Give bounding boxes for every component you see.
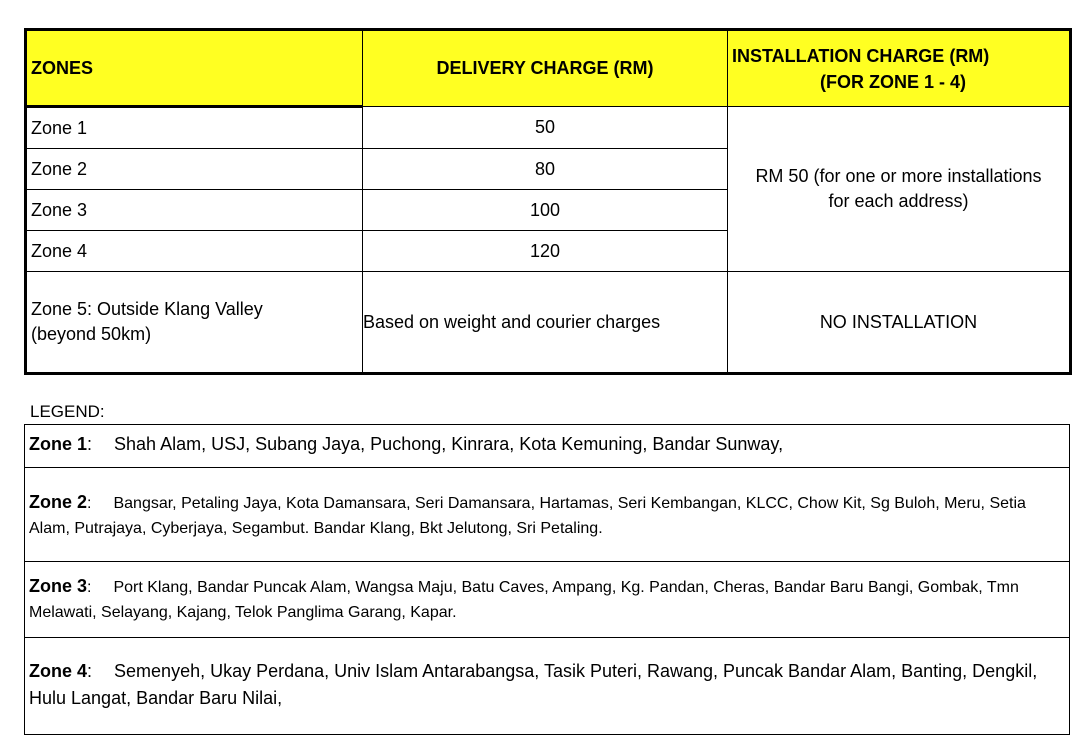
delivery-cell: 80	[363, 149, 728, 190]
delivery-cell: 100	[363, 190, 728, 231]
zone5-line1: Zone 5: Outside Klang Valley	[31, 299, 263, 319]
legend-zone-2: Zone 2: Bangsar, Petaling Jaya, Kota Damansara, Seri Damansara, Hartamas, Seri Kembangan, KLCC, Chow Kit, Sg Buloh, Meru, Setia Alam, Putrajaya, Cyberjaya, Segambut. Bandar Klang, Bkt Jelutong, Sri Petaling.	[25, 468, 1069, 562]
legend-box	[24, 424, 1070, 735]
legend-zone-areas: Shah Alam, USJ, Subang Jaya, Puchong, Kinrara, Kota Kemuning, Bandar Sunway,	[114, 434, 784, 454]
legend-zone-4: Zone 4: Semenyeh, Ukay Perdana, Univ Islam Antarabangsa, Tasik Puteri, Rawang, Puncak Bandar Alam, Banting, Dengkil, Hulu Langat, Bandar Baru Nilai,	[29, 661, 1038, 708]
zone-cell: Zone 1	[26, 107, 363, 149]
charges-table	[24, 28, 1072, 375]
header-installation-charge	[728, 30, 1071, 107]
header-installation-line1: INSTALLATION CHARGE (RM)	[732, 45, 990, 66]
legend-zone-name: Zone 3	[29, 576, 88, 596]
legend-zone-3: Zone 3: Port Klang, Bandar Puncak Alam, Wangsa Maju, Batu Caves, Ampang, Kg. Pandan, Cheras, Bandar Baru Bangi, Gombak, Tmn Melawati, Selayang, Kajang, Telok Panglima Garang, Kapar.	[25, 562, 1069, 638]
zone-cell: Zone 2	[26, 149, 363, 190]
installation-note-line2: for each address)	[828, 191, 969, 211]
table-header-row	[26, 30, 1071, 107]
zone5-line2: (beyond 50km)	[31, 324, 152, 344]
legend-zone-1: Zone 1: Shah Alam, USJ, Subang Jaya, Puchong, Kinrara, Kota Kemuning, Bandar Sunway,	[25, 425, 1069, 468]
legend-zone-name: Zone 1	[29, 434, 88, 454]
legend-zone-areas: Port Klang, Bandar Puncak Alam, Wangsa Maju, Batu Caves, Ampang, Kg. Pandan, Cheras, Bandar Baru Bangi, Gombak, Tmn Melawati, Selayang, Kajang, Telok Panglima Garang, Kapar.	[29, 579, 1019, 621]
installation-note-cell	[728, 107, 1071, 272]
legend-zone-name: Zone 4	[29, 661, 88, 681]
zone5-installation-cell: NO INSTALLATION	[728, 272, 1071, 374]
legend-zone-areas: Semenyeh, Ukay Perdana, Univ Islam Antarabangsa, Tasik Puteri, Rawang, Puncak Bandar Alam, Banting, Dengkil, Hulu Langat, Bandar Baru Nilai,	[29, 661, 1038, 708]
zone5-cell	[26, 272, 363, 374]
delivery-cell: 120	[363, 231, 728, 272]
header-installation-line2: (FOR ZONE 1 - 4)	[820, 71, 967, 92]
header-delivery-charge: DELIVERY CHARGE (RM)	[363, 30, 728, 107]
zone5-delivery-cell: Based on weight and courier charges	[363, 272, 728, 374]
zone-cell: Zone 4	[26, 231, 363, 272]
legend-zone-name: Zone 2	[29, 492, 88, 512]
zone-cell: Zone 3	[26, 190, 363, 231]
legend-zone-areas: Bangsar, Petaling Jaya, Kota Damansara, Seri Damansara, Hartamas, Seri Kembangan, KLCC, Chow Kit, Sg Buloh, Meru, Setia Alam, Putrajaya, Cyberjaya, Segambut. Bandar Klang, Bkt Jelutong, Sri Petaling.	[29, 495, 1026, 537]
delivery-cell: 50	[363, 107, 728, 149]
legend-title: LEGEND:	[30, 402, 105, 421]
installation-note-line1: RM 50 (for one or more installations	[755, 166, 1042, 186]
header-zones: ZONES	[26, 30, 363, 107]
table-row-zone5	[26, 272, 1071, 374]
table-row	[26, 107, 1071, 149]
